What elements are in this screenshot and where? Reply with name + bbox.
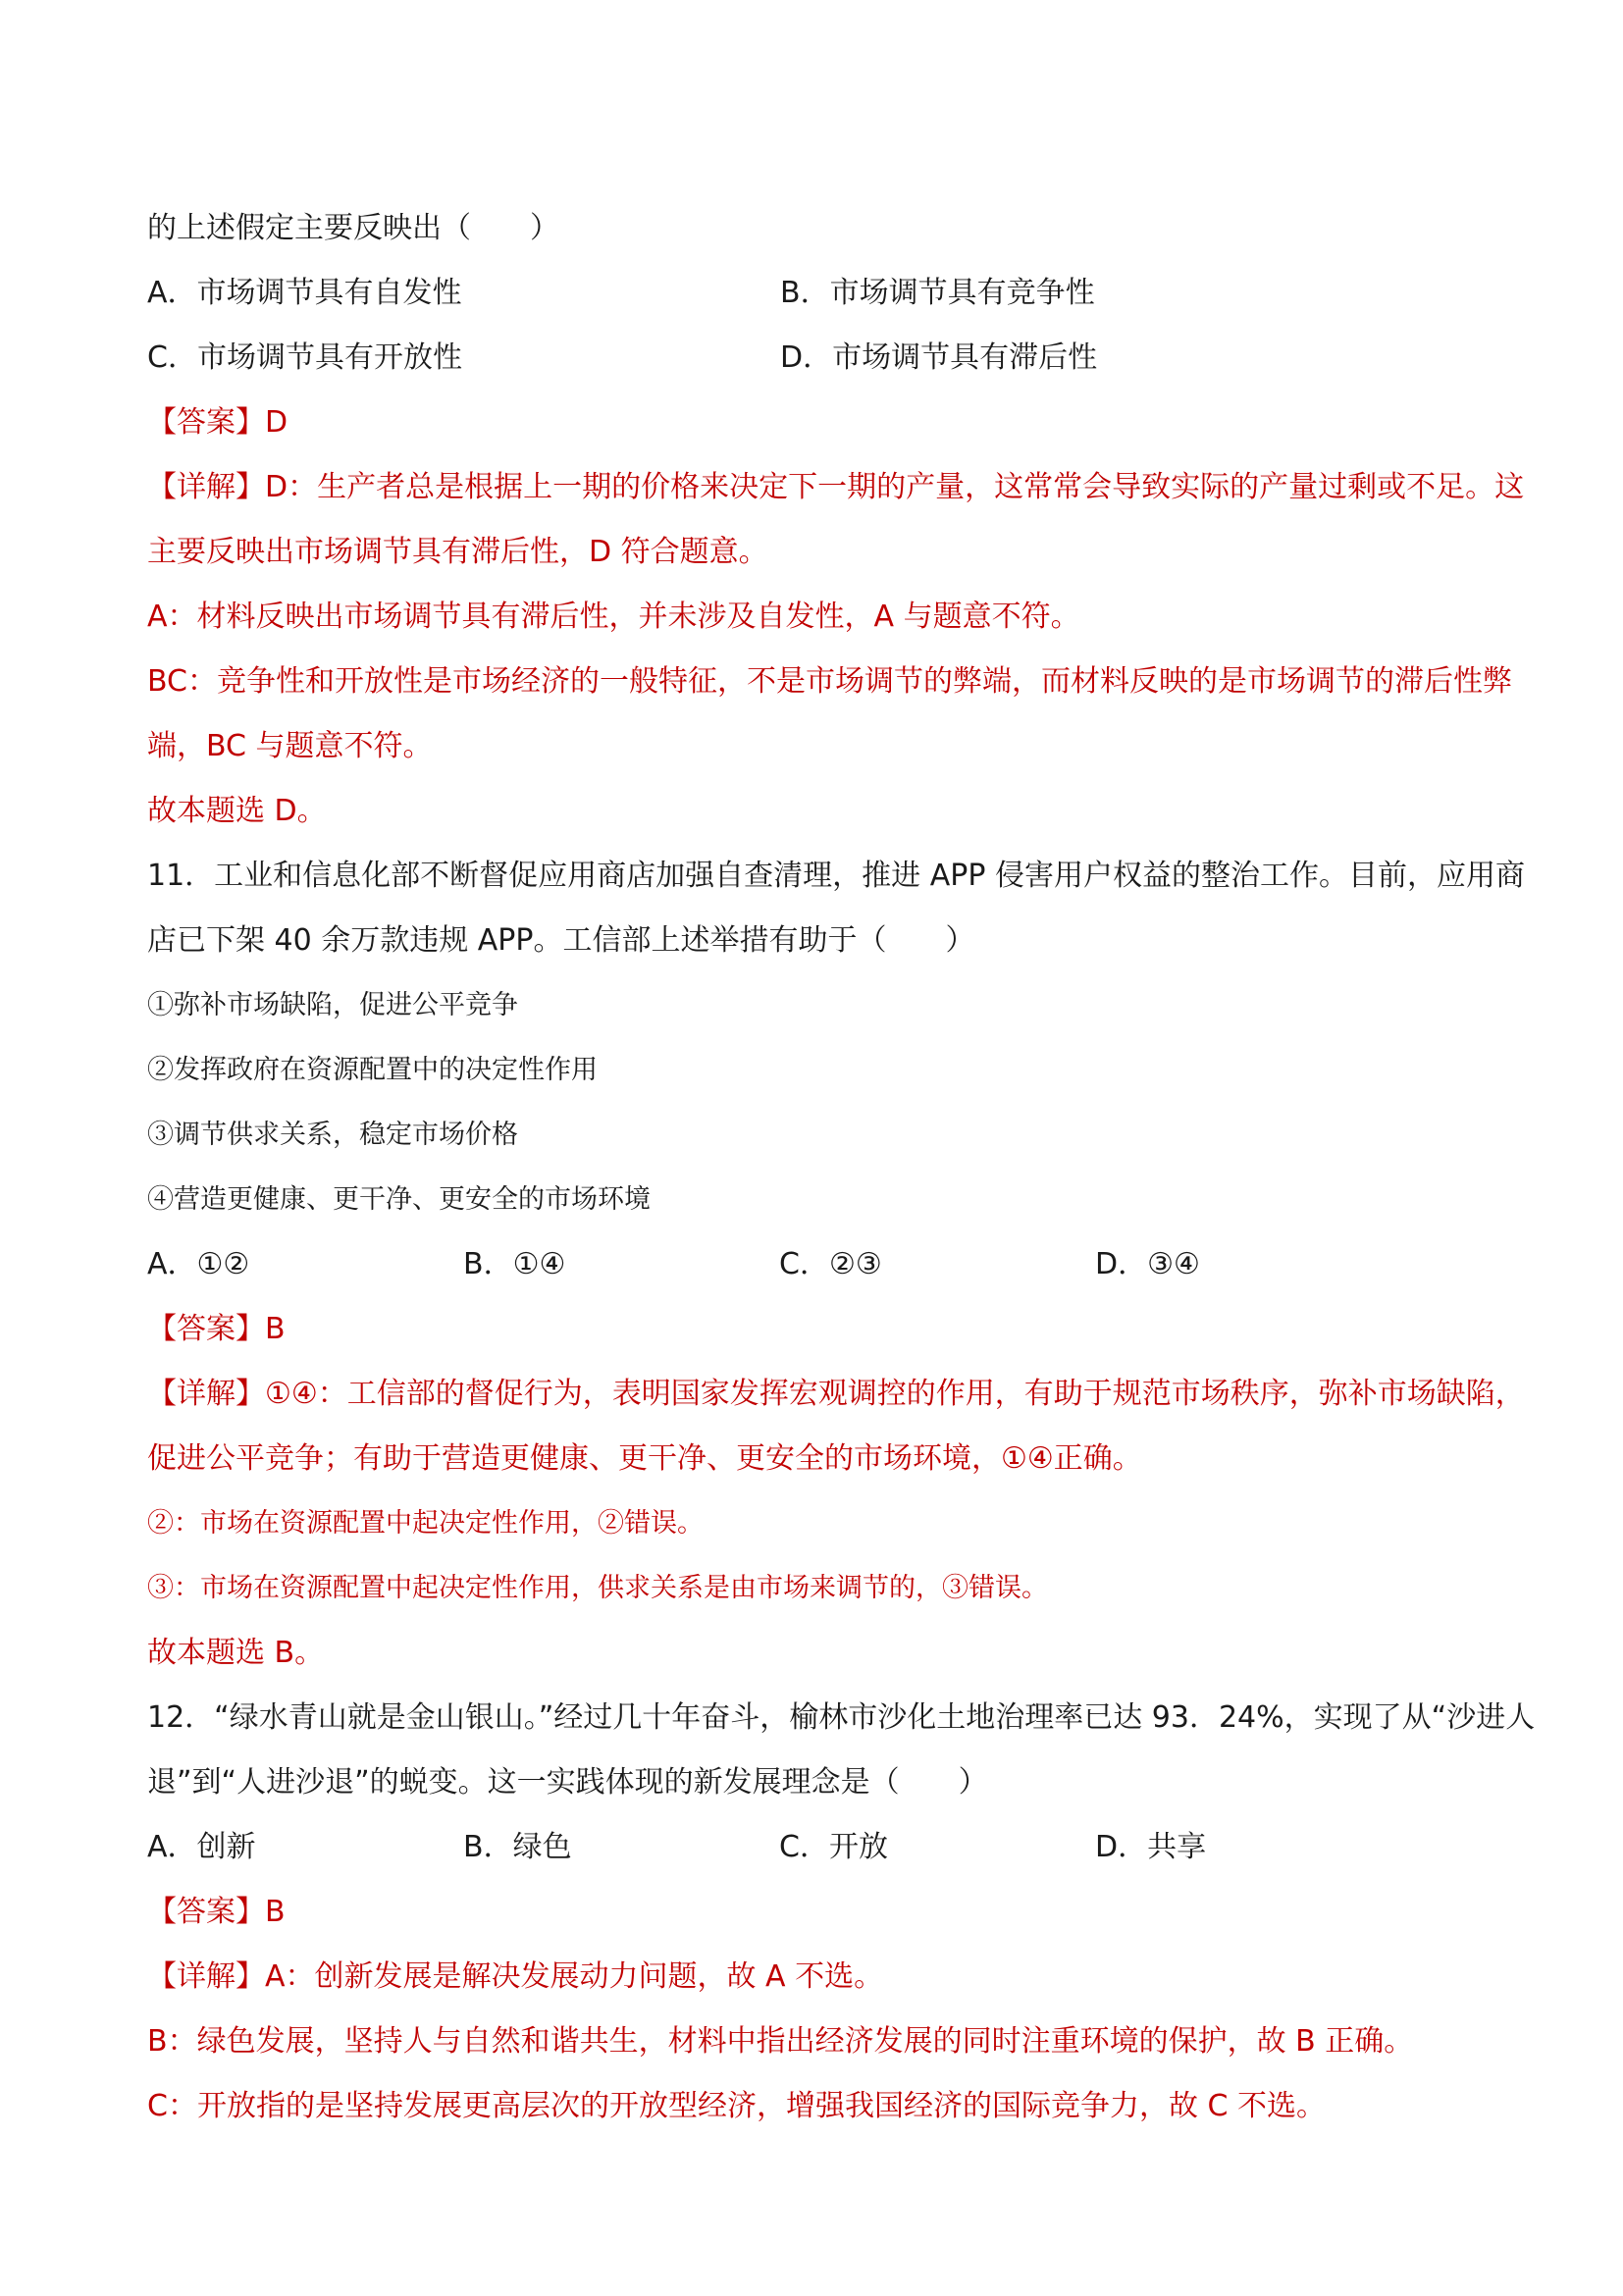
q10-option-b: B．市场调节具有竞争性 xyxy=(780,276,1095,310)
q12-detail-line: B：绿色发展，坚持人与自然和谐共生，材料中指出经济发展的同时注重环境的保护，故 B 正确。 xyxy=(147,2024,1414,2059)
q11-option-c: C．②③ xyxy=(779,1247,882,1281)
q10-stem-tail: 的上述假定主要反映出（ ） xyxy=(147,211,559,245)
q11-item-4: ④营造更健康、更干净、更安全的市场环境 xyxy=(147,1184,651,1215)
q12-detail-line: C：开放指的是坚持发展更高层次的开放型经济，增强我国经济的国际竞争力，故 C 不选。 xyxy=(147,2089,1326,2123)
q10-answer: 【答案】D xyxy=(147,405,288,440)
q11-item-3: ③调节供求关系，稳定市场价格 xyxy=(147,1120,518,1150)
q11-detail-line: ③：市场在资源配置中起决定性作用，供求关系是由市场来调节的，③错误。 xyxy=(147,1573,1048,1603)
q12-detail-line: 【详解】A：创新发展是解决发展动力问题，故 A 不选。 xyxy=(147,1959,884,1994)
q12-answer: 【答案】B xyxy=(147,1895,286,1929)
q10-detail-line: A：材料反映出市场调节具有滞后性，并未涉及自发性，A 与题意不符。 xyxy=(147,600,1080,634)
q11-item-1: ①弥补市场缺陷，促进公平竞争 xyxy=(147,990,518,1020)
q12-option-d: D．共享 xyxy=(1095,1830,1207,1864)
q11-conclusion: 故本题选 B。 xyxy=(147,1636,325,1670)
q10-detail-line: 【详解】D：生产者总是根据上一期的价格来决定下一期的产量，这常常会导致实际的产量过剩或不足。这 xyxy=(147,470,1525,504)
q11-option-a: A．①② xyxy=(147,1247,250,1281)
q11-detail-line: 促进公平竞争；有助于营造更健康、更干净、更安全的市场环境，①④正确。 xyxy=(147,1441,1142,1476)
q12-options-row xyxy=(147,1815,1482,1880)
q10-detail-line: BC：竞争性和开放性是市场经济的一般特征，不是市场调节的弊端，而材料反映的是市场调节的滞后性弊 xyxy=(147,664,1512,699)
q11-stem-line: 店已下架 40 余万款违规 APP。工信部上述举措有助于（ ） xyxy=(147,923,975,958)
document-page xyxy=(147,196,1536,2139)
q10-option-a: A．市场调节具有自发性 xyxy=(147,276,462,310)
q11-detail-line: ②：市场在资源配置中起决定性作用，②错误。 xyxy=(147,1508,704,1539)
q10-options-row-2 xyxy=(147,326,1482,391)
q10-option-d: D．市场调节具有滞后性 xyxy=(780,340,1098,375)
q10-option-c: C．市场调节具有开放性 xyxy=(147,340,462,375)
q12-option-a: A．创新 xyxy=(147,1830,256,1864)
q12-stem-line: 退”到“人进沙退”的蜕变。这一实践体现的新发展理念是（ ） xyxy=(147,1765,988,1800)
q11-detail-line: 【详解】①④：工信部的督促行为，表明国家发挥宏观调控的作用，有助于规范市场秩序，弥补市场缺陷， xyxy=(147,1377,1525,1411)
q11-item-2: ②发挥政府在资源配置中的决定性作用 xyxy=(147,1055,598,1085)
q11-answer: 【答案】B xyxy=(147,1312,286,1346)
q11-option-b: B．①④ xyxy=(463,1247,566,1281)
q10-conclusion: 故本题选 D。 xyxy=(147,794,327,828)
q10-options-row-1 xyxy=(147,261,1482,326)
q11-options-row xyxy=(147,1232,1482,1297)
q12-option-b: B．绿色 xyxy=(463,1830,572,1864)
q12-stem-line: 12．“绿水青山就是金山银山。”经过几十年奋斗，榆林市沙化土地治理率已达 93．24%，实现了从“沙进人 xyxy=(147,1700,1536,1735)
q10-detail-line: 主要反映出市场调节具有滞后性，D 符合题意。 xyxy=(147,535,768,569)
q11-option-d: D．③④ xyxy=(1095,1247,1200,1281)
q10-detail-line: 端，BC 与题意不符。 xyxy=(147,729,433,763)
q12-option-c: C．开放 xyxy=(779,1830,888,1864)
q11-stem-line: 11．工业和信息化部不断督促应用商店加强自查清理，推进 APP 侵害用户权益的整治工作。目前，应用商 xyxy=(147,859,1525,893)
